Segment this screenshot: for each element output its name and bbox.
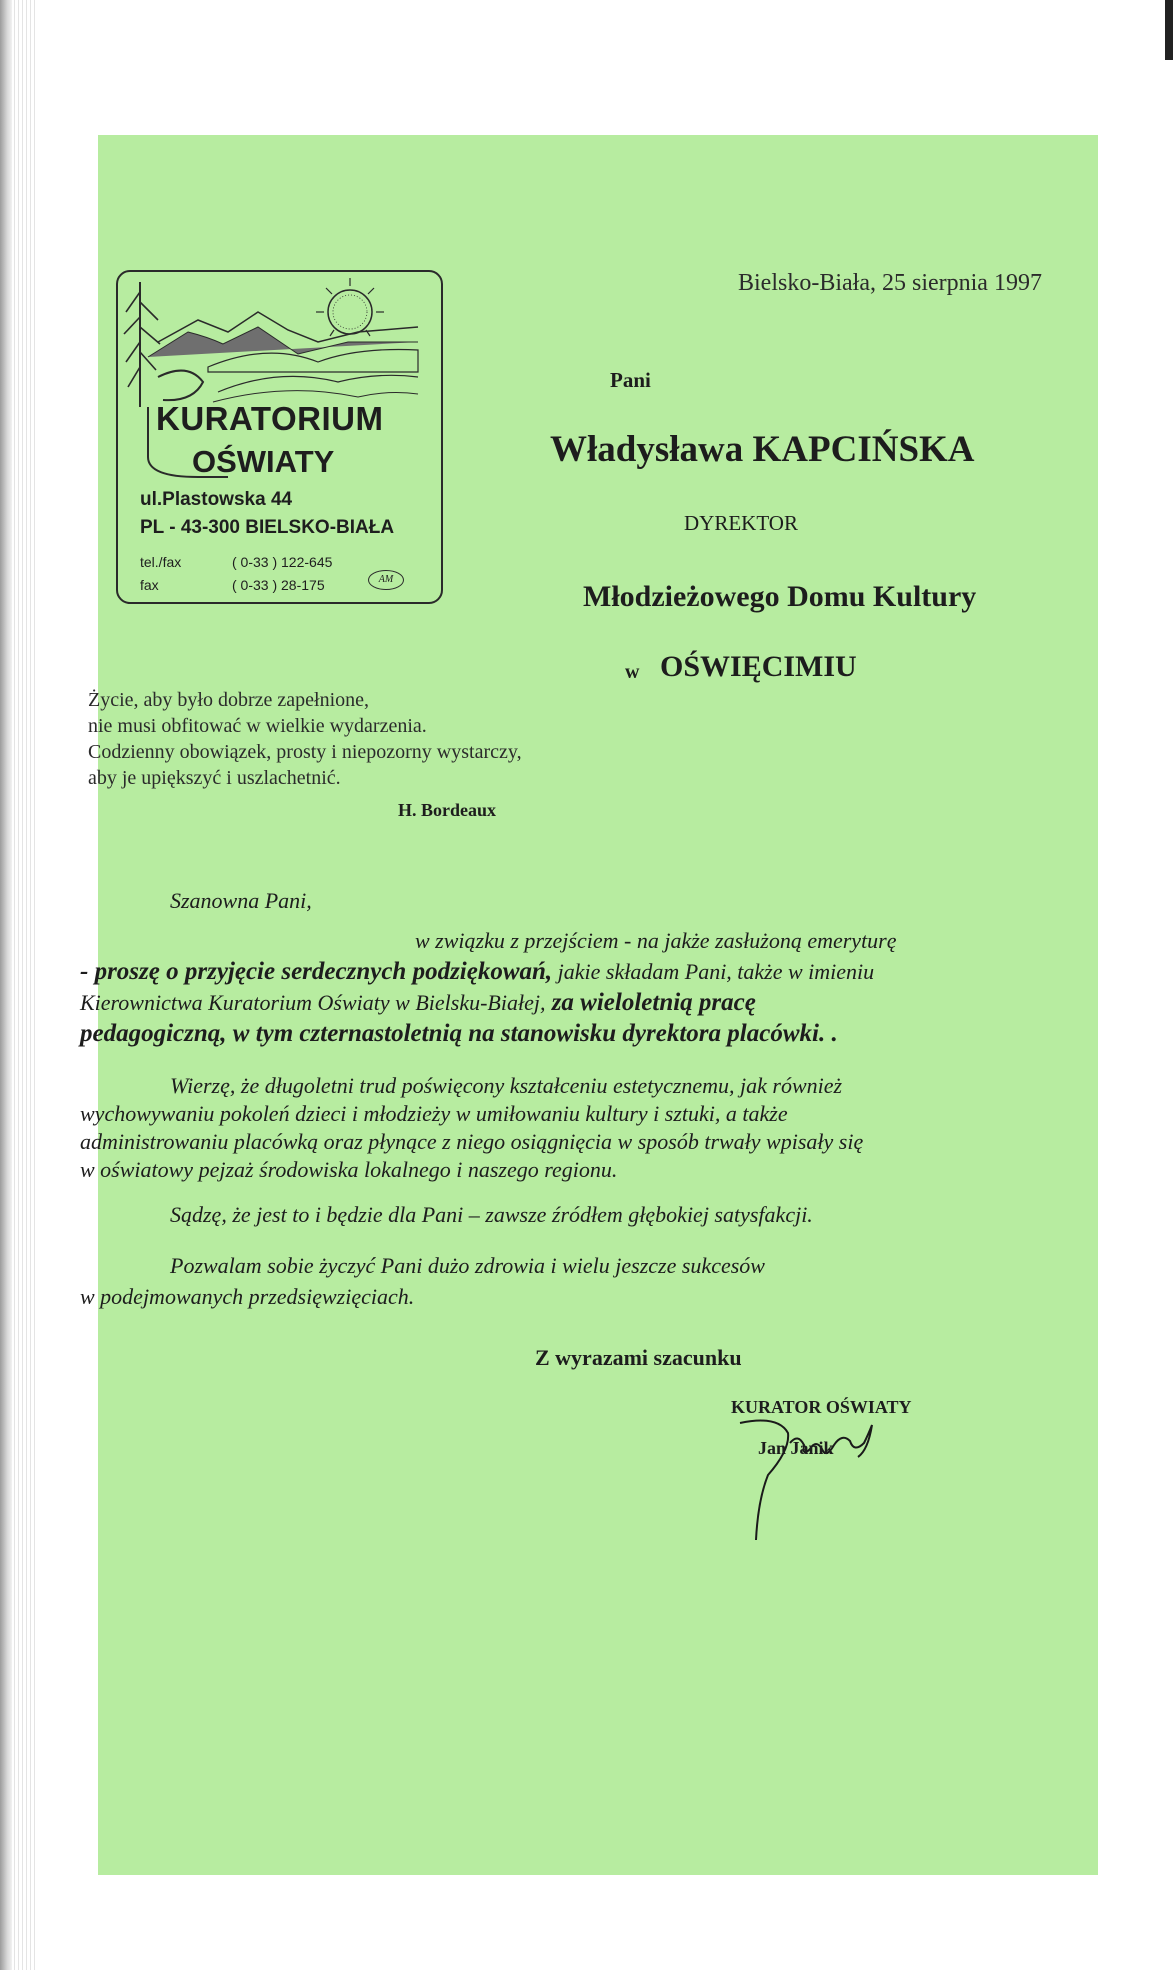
paragraph-line (80, 1018, 1080, 1049)
stamp-badge: AM (368, 570, 404, 590)
stamp-fax-value: ( 0-33 ) 28-175 (232, 577, 325, 593)
paragraph-line: w podejmowanych przedsięwzięciach. (80, 1284, 415, 1309)
paragraph-line: w oświatowy pejzaż środowiska lokalnego i naszego regionu. (80, 1157, 618, 1182)
quote-line: Codzienny obowiązek, prosty i niepozorny wystarczy, (88, 741, 522, 763)
scan-corner-mark (1165, 0, 1173, 60)
scan-binding-edge (0, 0, 12, 1970)
quote-line: aby je upiększyć i uszlachetnić. (88, 767, 341, 789)
paragraph-line (80, 956, 1080, 987)
letter-date: Bielsko-Biała, 25 sierpnia 1997 (738, 270, 1042, 296)
handwritten-signature-icon (718, 1405, 898, 1555)
emphasis-text: pedagogiczną, w tym czternastoletnią na stanowisku dyrektora placówki. . (80, 1020, 838, 1047)
paragraph-line (80, 987, 1080, 1018)
paragraph-legacy (80, 1072, 1080, 1184)
stamp-phone-label: tel./fax (140, 554, 182, 570)
quote-author: H. Bordeaux (398, 800, 497, 820)
paragraph-line: administrowaniu placówką oraz płynące z niego osiągnięcia w sposób trwały wpisały się (80, 1129, 864, 1154)
salutation: Pani (610, 368, 651, 392)
stamp-phone (140, 554, 333, 570)
paragraph-line: w związku z przejściem - na jakże zasłużoną emeryturę (415, 928, 897, 953)
recipient-name: Władysława KAPCIŃSKA (550, 429, 975, 470)
emphasis-text: za wieloletnią pracę (545, 989, 756, 1016)
letter-sheet (80, 135, 1098, 1875)
kuratorium-stamp (116, 270, 443, 604)
quote-line: nie musi obfitować w wielkie wydarzenia. (88, 715, 427, 737)
paragraph-wishes (80, 1252, 1080, 1314)
stamp-line-oswiaty: OŚWIATY (192, 444, 335, 479)
stamp-phone-value: ( 0-33 ) 122-645 (232, 554, 333, 570)
emphasis-text: - proszę o przyjęcie serdecznych podziękowań, (80, 958, 553, 985)
signer-role: KURATOR OŚWIATY (731, 1397, 912, 1417)
signer-name: Jan Janik (758, 1438, 834, 1458)
stamp-city: PL - 43-300 BIELSKO-BIAŁA (140, 517, 395, 538)
recipient-city: OŚWIĘCIMIU (660, 650, 857, 683)
recipient-institution: Młodzieżowego Domu Kultury (583, 580, 977, 613)
paragraph-text: jakie składam Pani, także w imieniu (552, 959, 875, 984)
stamp-line-kuratorium: KURATORIUM (156, 400, 384, 437)
quote-line: Życie, aby było dobrze zapełnione, (88, 689, 369, 711)
recipient-title: DYREKTOR (684, 511, 798, 535)
paragraph-thanks (80, 925, 1080, 1049)
stamp-street: ul.Plastowska 44 (140, 489, 293, 510)
recipient-city-prefix: w (625, 661, 640, 683)
paragraph-line: wychowywaniu pokoleń dzieci i młodzieży w umiłowaniu kultury i sztuki, a także (80, 1101, 788, 1126)
paragraph-text: Kierownictwa Kuratorium Oświaty w Bielsku-Białej, (80, 990, 546, 1015)
epigraph-quote (88, 687, 578, 791)
letter-closing: Z wyrazami szacunku (535, 1345, 742, 1370)
stamp-fax-label: fax (140, 577, 159, 593)
paragraph-line: Pozwalam sobie życzyć Pani dużo zdrowia i wielu jeszcze sukcesów (170, 1253, 765, 1278)
scan-page-stack (14, 0, 36, 1970)
paragraph-satisfaction: Sądzę, że jest to i będzie dla Pani – zawsze źródłem głębokiej satysfakcji. (170, 1202, 813, 1227)
letter-greeting: Szanowna Pani, (170, 888, 312, 913)
paragraph-line: Wierzę, że długoletni trud poświęcony kształceniu estetycznemu, jak również (170, 1073, 843, 1098)
stamp-fax (140, 577, 325, 593)
